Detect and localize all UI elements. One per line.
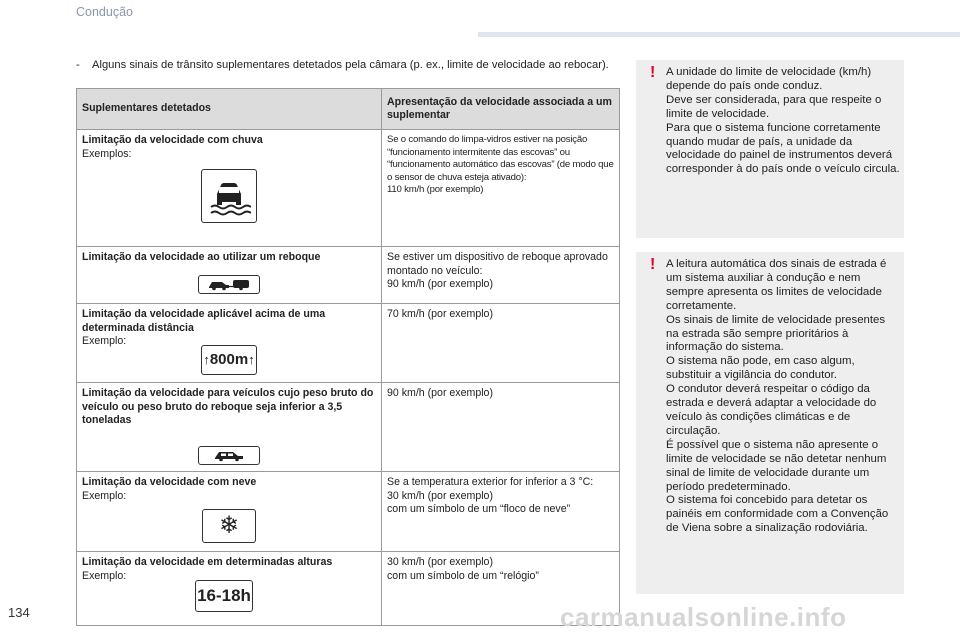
table-cell-value (382, 130, 620, 247)
snowflake-icon: ❄ (202, 509, 256, 543)
row-title: Limitação da velocidade em determinadas alturas (82, 556, 333, 568)
row-sub: Exemplo: (82, 569, 127, 582)
row-sub: Exemplo: (82, 489, 127, 502)
table-row (77, 247, 620, 304)
table-cell-value (382, 472, 620, 552)
table-cell-sign (77, 552, 382, 626)
car-icon (198, 446, 260, 465)
table-header-detected: Suplementares detetados (77, 89, 382, 130)
distance-800m-icon (201, 345, 257, 375)
warning-note (636, 252, 904, 594)
row-value: Se o comando do limpa-vidros estiver na posição “funcionamento intermitente das escovas” ou “funcionamento automático das escovas” (de modo que o sensor de chuva esteja ativado): 110 km/h (por exemplo) (387, 134, 614, 195)
supplementary-signs-table (76, 88, 620, 626)
arrow-up-icon: ↑ (203, 351, 210, 367)
warning-icon: ! (650, 256, 656, 273)
row-title: Limitação da velocidade com chuva (82, 134, 263, 146)
time-period-icon (195, 580, 253, 612)
wet-road-icon (201, 169, 257, 223)
table-cell-value (382, 383, 620, 472)
sign-text: 16-18h (197, 586, 251, 606)
page-number: 134 (8, 605, 30, 620)
table-cell-value (382, 247, 620, 304)
table-cell-sign (77, 472, 382, 552)
arrow-up-icon: ↑ (248, 351, 255, 367)
row-title: Limitação da velocidade ao utilizar um reboque (82, 251, 321, 263)
note-text: A unidade do limite de velocidade (km/h) depende do país onde conduz. Deve ser considerada, para que respeite o limite de velocidade. Para que o sistema funcione corretamente quando mudar de país, a unidade da velocidade do painel de instrumentos deverá corresponder à do país onde o veículo circula. (666, 66, 900, 176)
note-text: A leitura automática dos sinais de estrada é um sistema auxiliar à condução e nem sempre apresenta os limites de velocidade corretamente. Os sinais de limite de velocidade presentes na estrada são sempre prioritários à informação do sistema. O sistema não pode, em caso algum, substituir a vigilância do condutor. O condutor deverá respeitar o código da estrada e deverá adaptar a velocidade do veículo às condições climáticas e de circulação. É possível que o sistema não apresente o limite de velocidade se não detetar nenhum sinal de limite de velocidade durante um período predeterminado. O sistema foi concebido para detetar os painéis em conformidade com a Convenção de Viena sobre a sinalização rodoviária. (666, 258, 889, 535)
row-value: 30 km/h (por exemplo) com um símbolo de um “relógio” (387, 556, 539, 582)
table-cell-sign (77, 130, 382, 247)
table-row (77, 383, 620, 472)
table-header-speed: Apresentação da velocidade associada a um suplementar (382, 89, 620, 130)
intro-paragraph (76, 58, 616, 72)
intro-dash: - (76, 59, 80, 71)
table-cell-sign (77, 247, 382, 304)
row-sub: Exemplos: (82, 147, 132, 160)
table-row (77, 552, 620, 626)
row-title: Limitação da velocidade para veículos cujo peso bruto do veículo ou peso bruto do reboque seja inferior a 3,5 toneladas (82, 387, 374, 426)
row-title: Limitação da velocidade com neve (82, 476, 257, 488)
intro-text: Alguns sinais de trânsito suplementares detetados pela câmara (p. ex., limite de velocidade ao rebocar). (92, 59, 609, 71)
sign-text: 800m (209, 350, 249, 368)
warning-note (636, 60, 904, 238)
table-cell-value (382, 304, 620, 383)
table-row (77, 472, 620, 552)
row-value: 90 km/h (por exemplo) (387, 387, 493, 399)
table-row (77, 130, 620, 247)
car-trailer-icon (198, 275, 260, 294)
table-cell-sign (77, 383, 382, 472)
row-title: Limitação da velocidade aplicável acima de uma determinada distância (82, 308, 326, 334)
table-row (77, 304, 620, 383)
row-sub: Exemplo: (82, 335, 127, 347)
footer-watermark: carmanualsonline.info (560, 602, 847, 632)
section-title: Condução (76, 5, 133, 19)
row-value: Se a temperatura exterior for inferior a 3 °C: 30 km/h (por exemplo) com um símbolo de um “floco de neve” (387, 476, 594, 515)
table-cell-sign (77, 304, 382, 383)
row-value: 70 km/h (por exemplo) (387, 308, 493, 320)
header-bar (478, 32, 960, 37)
table-header-row (77, 89, 620, 130)
row-value: Se estiver um dispositivo de reboque aprovado montado no veículo: 90 km/h (por exemplo) (387, 251, 608, 290)
warning-icon: ! (650, 64, 656, 81)
